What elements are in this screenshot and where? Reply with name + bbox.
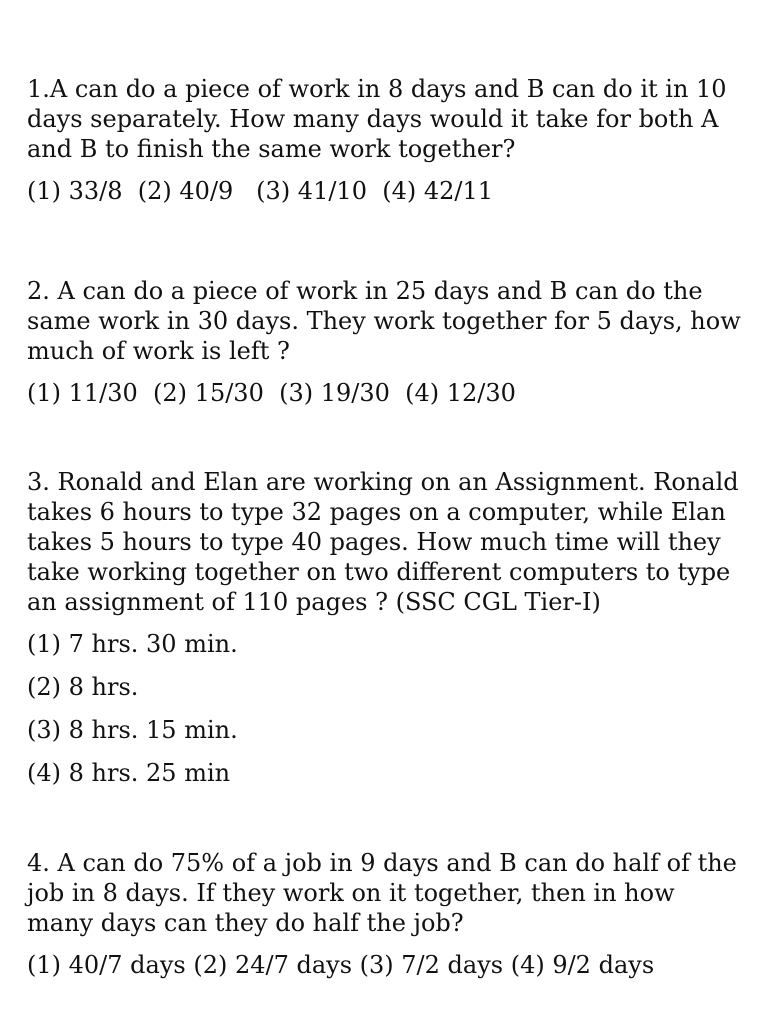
question-3-text: 3. Ronald and Elan are working on an Assignment. Ronald takes 6 hours to type 32 pages on a computer, while Elan takes 5 hours to type 40 pages. How much time will they take working together on two different computers to type an assignment of 110 pages ? (SSC CGL Tier-I) xyxy=(27,468,739,616)
question-1-options xyxy=(27,176,742,206)
question-4-options xyxy=(27,950,742,980)
question-3 xyxy=(27,467,742,788)
question-4-text: 4. A can do 75% of a job in 9 days and B can do half of the job in 8 days. If they work on it together, then in how many days can they do half the job? xyxy=(27,849,737,937)
question-2-options xyxy=(27,378,742,408)
question-1-text: 1.A can do a piece of work in 8 days and B can do it in 10 days separately. How many days would it take for both A and B to finish the same work together? xyxy=(27,75,727,163)
question-2 xyxy=(27,276,742,408)
question-3-options xyxy=(27,629,742,788)
question-3-option-4: (4) 8 hrs. 25 min xyxy=(27,759,231,787)
question-3-option-3: (3) 8 hrs. 15 min. xyxy=(27,716,238,744)
question-4 xyxy=(27,848,742,980)
question-1-options-line: (1) 33/8 (2) 40/9 (3) 41/10 (4) 42/11 xyxy=(27,177,494,205)
question-3-option-1: (1) 7 hrs. 30 min. xyxy=(27,630,238,658)
question-2-text: 2. A can do a piece of work in 25 days and B can do the same work in 30 days. They work together for 5 days, how much of work is left ? xyxy=(27,277,741,365)
worksheet xyxy=(27,74,742,980)
question-3-option-2: (2) 8 hrs. xyxy=(27,673,139,701)
question-1 xyxy=(27,74,742,206)
question-4-options-line: (1) 40/7 days (2) 24/7 days (3) 7/2 days (4) 9/2 days xyxy=(27,951,655,979)
question-2-options-line: (1) 11/30 (2) 15/30 (3) 19/30 (4) 12/30 xyxy=(27,379,516,407)
